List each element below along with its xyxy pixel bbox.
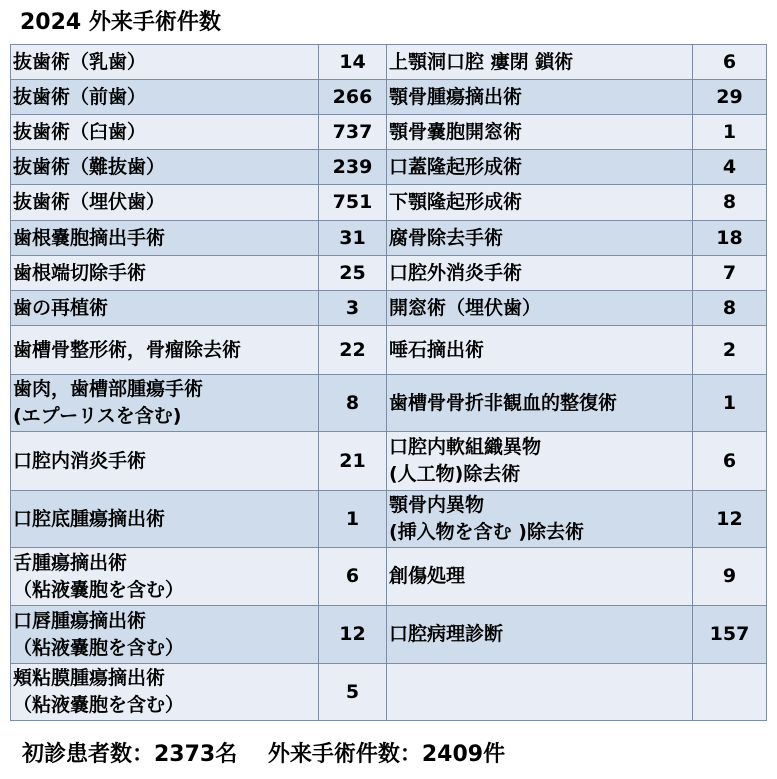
procedure-count-left: 31 <box>319 221 387 256</box>
procedure-name-right: 顎骨嚢胞開窓術 <box>387 115 693 150</box>
procedure-name-right: 歯槽骨骨折非観血的整復術 <box>387 375 693 432</box>
procedure-count-left: 3 <box>319 291 387 326</box>
procedure-count-right: 2 <box>693 326 767 375</box>
procedure-count-right: 1 <box>693 115 767 150</box>
procedure-name-right: 創傷処理 <box>387 548 693 606</box>
procedure-count-right: 1 <box>693 375 767 432</box>
procedure-count-right <box>693 664 767 721</box>
procedure-count-right: 12 <box>693 491 767 548</box>
procedure-count-left: 14 <box>319 45 387 80</box>
procedure-count-left: 22 <box>319 326 387 375</box>
surgery-total-count: 外来手術件数：2409件 <box>267 742 506 767</box>
procedure-count-left: 751 <box>319 185 387 221</box>
table-row <box>11 548 767 606</box>
procedure-count-right: 4 <box>693 150 767 185</box>
table-row <box>11 115 767 150</box>
procedure-count-right: 18 <box>693 221 767 256</box>
first-visit-count: 初診患者数：2373名 <box>22 742 238 767</box>
procedure-count-left: 25 <box>319 256 387 291</box>
table-row <box>11 432 767 491</box>
table-body <box>11 45 767 721</box>
procedure-name-left: 舌腫瘍摘出術 （粘液嚢胞を含む） <box>11 548 319 606</box>
procedure-count-left: 21 <box>319 432 387 491</box>
procedure-count-left: 8 <box>319 375 387 432</box>
procedure-name-right: 顎骨腫瘍摘出術 <box>387 80 693 115</box>
procedure-name-left: 歯根嚢胞摘出手術 <box>11 221 319 256</box>
surgery-count-table <box>10 44 767 721</box>
procedure-count-left: 12 <box>319 606 387 664</box>
procedure-name-left: 頬粘膜腫瘍摘出術 （粘液嚢胞を含む） <box>11 664 319 721</box>
procedure-count-right: 8 <box>693 185 767 221</box>
procedure-name-right: 上顎洞口腔 瘻閉 鎖術 <box>387 45 693 80</box>
procedure-name-right: 口腔内軟組織異物 (人工物)除去術 <box>387 432 693 491</box>
procedure-name-right: 唾石摘出術 <box>387 326 693 375</box>
procedure-name-right: 下顎隆起形成術 <box>387 185 693 221</box>
procedure-count-right: 8 <box>693 291 767 326</box>
procedure-count-right: 7 <box>693 256 767 291</box>
procedure-name-right: 口腔病理診断 <box>387 606 693 664</box>
procedure-name-left: 抜歯術（乳歯） <box>11 45 319 80</box>
procedure-count-left: 239 <box>319 150 387 185</box>
procedure-name-left: 歯根端切除手術 <box>11 256 319 291</box>
procedure-name-right: 腐骨除去手術 <box>387 221 693 256</box>
procedure-name-right <box>387 664 693 721</box>
procedure-name-left: 抜歯術（難抜歯） <box>11 150 319 185</box>
procedure-name-left: 口腔底腫瘍摘出術 <box>11 491 319 548</box>
procedure-name-right: 口蓋隆起形成術 <box>387 150 693 185</box>
page-title: 2024 外来手術件数 <box>20 10 221 35</box>
procedure-name-left: 抜歯術（臼歯） <box>11 115 319 150</box>
procedure-count-right: 6 <box>693 432 767 491</box>
procedure-count-right: 29 <box>693 80 767 115</box>
procedure-count-right: 157 <box>693 606 767 664</box>
procedure-name-left: 抜歯術（前歯） <box>11 80 319 115</box>
procedure-name-left: 歯の再植術 <box>11 291 319 326</box>
procedure-count-left: 266 <box>319 80 387 115</box>
procedure-name-left: 抜歯術（埋伏歯） <box>11 185 319 221</box>
table-row <box>11 150 767 185</box>
table-row <box>11 185 767 221</box>
footer-summary <box>22 737 505 773</box>
procedure-name-right: 顎骨内異物 (挿入物を含む )除去術 <box>387 491 693 548</box>
table-row <box>11 80 767 115</box>
table-row <box>11 45 767 80</box>
procedure-count-right: 9 <box>693 548 767 606</box>
table-row <box>11 606 767 664</box>
table-row <box>11 491 767 548</box>
table-row <box>11 375 767 432</box>
procedure-count-left: 1 <box>319 491 387 548</box>
procedure-name-left: 歯肉，歯槽部腫瘍手術 (エプーリスを含む) <box>11 375 319 432</box>
table-row <box>11 664 767 721</box>
procedure-count-right: 6 <box>693 45 767 80</box>
procedure-count-left: 6 <box>319 548 387 606</box>
procedure-name-left: 口腔内消炎手術 <box>11 432 319 491</box>
procedure-name-left: 口唇腫瘍摘出術 （粘液嚢胞を含む） <box>11 606 319 664</box>
table-row <box>11 291 767 326</box>
table-row <box>11 221 767 256</box>
procedure-count-left: 5 <box>319 664 387 721</box>
table-row <box>11 256 767 291</box>
procedure-name-left: 歯槽骨整形術，骨瘤除去術 <box>11 326 319 375</box>
procedure-name-right: 開窓術（埋伏歯） <box>387 291 693 326</box>
procedure-name-right: 口腔外消炎手術 <box>387 256 693 291</box>
table-row <box>11 326 767 375</box>
procedure-count-left: 737 <box>319 115 387 150</box>
